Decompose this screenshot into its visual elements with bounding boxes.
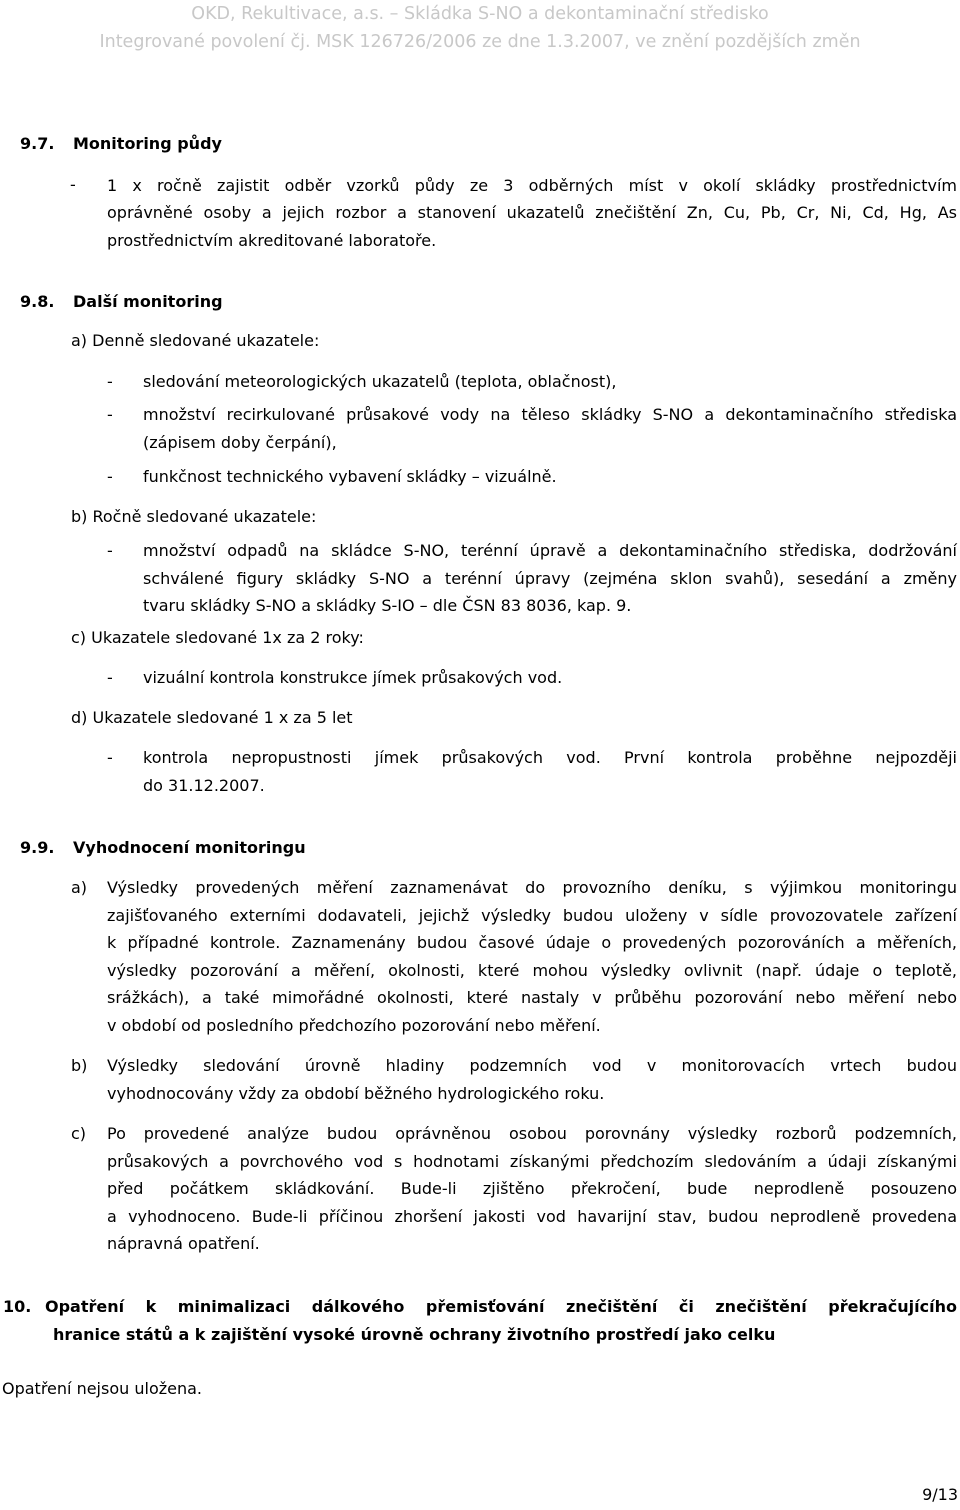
list-item-line: do 31.12.2007. — [143, 775, 265, 795]
paragraph-line: Výsledky provedených měření zaznamenávat do provozního deníku, s výjimkou monitoringu — [107, 878, 957, 897]
list-dash: - — [107, 372, 113, 391]
list-dash: - — [107, 748, 113, 767]
list-item-line: množství odpadů na skládce S-NO, terénní úpravě a dekontaminačního střediska, dodržování — [143, 541, 957, 560]
list-item — [143, 401, 957, 456]
paragraph-line: před počátkem skládkování. Bude-li zjištěno překročení, bude neprodleně posouzeno — [107, 1179, 957, 1198]
section-9-7-dash: - — [70, 175, 76, 194]
paragraph-line: vyhodnocovány vždy za období běžného hydrologického roku. — [107, 1083, 605, 1103]
paragraph-line: v období od posledního předchozího pozorování nebo měření. — [107, 1015, 601, 1035]
section-10-title-line: Opatření k minimalizaci dálkového přemisťování znečištění či znečištění překračujícího — [45, 1297, 957, 1316]
list-dash: - — [107, 541, 113, 560]
section-9-9-title: Vyhodnocení monitoringu — [73, 838, 306, 857]
list-dash: - — [107, 467, 113, 486]
paragraph-line: srážkách), a také mimořádné okolnosti, které nastaly v průběhu pozorování nebo měření nebo — [107, 988, 957, 1007]
paragraph-line: Po provedené analýze budou oprávněnou osobou porovnány výsledky rozborů podzemních, — [107, 1124, 957, 1143]
list-dash: - — [107, 668, 113, 687]
paragraph-line: Výsledky sledování úrovně hladiny podzemních vod v monitorovacích vrtech budou — [107, 1056, 957, 1075]
list-item: funkčnost technického vybavení skládky – vizuálně. — [143, 467, 557, 486]
list-item-line: (zápisem doby čerpání), — [143, 432, 337, 452]
section-9-9-c-text — [107, 1120, 957, 1258]
document-header-line1: OKD, Rekultivace, a.s. – Skládka S-NO a dekontaminační středisko — [191, 4, 769, 24]
section-9-9-a-label: a) — [71, 878, 88, 897]
list-item: sledování meteorologických ukazatelů (teplota, oblačnost), — [143, 372, 617, 391]
paragraph-line: průsakových a povrchového vod s hodnotami získanými předchozím sledováním a údaji získanými — [107, 1151, 957, 1171]
section-9-7-line: prostřednictvím akreditované laboratoře. — [107, 230, 437, 250]
section-9-8-b-label: b) Ročně sledované ukazatele: — [71, 507, 317, 526]
section-9-8-d-label: d) Ukazatele sledované 1 x za 5 let — [71, 708, 353, 727]
section-9-9-c-label: c) — [71, 1124, 87, 1143]
list-item-line: tvaru skládky S-NO a skládky S-IO – dle ČSN 83 8036, kap. 9. — [143, 596, 632, 615]
paragraph-line: k případné kontrole. Zaznamenány budou časové údaje o provedených pozorováních a měřeních, — [107, 933, 957, 952]
section-10-number: 10. — [3, 1297, 32, 1316]
section-9-7-line: 1 x ročně zajistit odběr vzorků půdy ze 3 odběrných míst v okolí skládky prostřednictvím — [107, 176, 957, 195]
section-9-8-c-label: c) Ukazatele sledované 1x za 2 roky: — [71, 628, 364, 647]
list-item: vizuální kontrola konstrukce jímek průsakových vod. — [143, 668, 563, 687]
section-10-title-line2: hranice států a k zajištění vysoké úrovně ochrany životního prostředí jako celku — [53, 1325, 776, 1344]
section-9-8-a-label: a) Denně sledované ukazatele: — [71, 331, 320, 350]
paragraph-line: zajišťovaného externími dodavateli, jejichž výsledky budou uloženy v sídle provozovatele zařízení — [107, 905, 957, 925]
section-9-7-line: oprávněné osoby a jejich rozbor a stanovení ukazatelů znečištění Zn, Cu, Pb, Cr, Ni, Cd, Hg, As — [107, 203, 957, 222]
section-9-9-a-text — [107, 874, 957, 1039]
paragraph-line: nápravná opatření. — [107, 1234, 260, 1253]
section-9-7-text-cont — [107, 199, 957, 254]
section-9-7-number: 9.7. — [20, 134, 55, 153]
section-9-8-number: 9.8. — [20, 292, 55, 311]
section-9-7-title: Monitoring půdy — [73, 134, 222, 153]
paragraph-line: a vyhodnoceno. Bude-li příčinou zhoršení jakosti vod havarijní stav, budou neprodleně provedena — [107, 1206, 957, 1226]
section-9-9-b-text — [107, 1052, 957, 1107]
document-header-line2: Integrované povolení čj. MSK 126726/2006 ze dne 1.3.2007, ve znění pozdějších změn — [99, 32, 861, 52]
list-item-line: množství recirkulované průsakové vody na těleso skládky S-NO a dekontaminačního střediska — [143, 405, 957, 424]
list-item — [143, 744, 957, 799]
section-9-9-b-label: b) — [71, 1056, 88, 1075]
list-item — [143, 537, 957, 620]
paragraph-line: výsledky pozorování a měření, okolnosti, které mohou výsledky ovlivnit (např. údaje o teplotě, — [107, 960, 957, 980]
list-dash: - — [107, 405, 113, 424]
section-10-title — [45, 1293, 957, 1321]
section-9-8-title: Další monitoring — [73, 292, 223, 311]
page-number: 9/13 — [922, 1485, 958, 1504]
section-10-body: Opatření nejsou uložena. — [2, 1379, 202, 1398]
section-9-9-number: 9.9. — [20, 838, 55, 857]
list-item-line: kontrola nepropustnosti jímek průsakových vod. První kontrola proběhne nejpozději — [143, 748, 957, 767]
section-9-7-text — [107, 172, 957, 200]
list-item-line: schválené figury skládky S-NO a terénní úpravy (zejména sklon svahů), sesedání a změny — [143, 568, 957, 588]
